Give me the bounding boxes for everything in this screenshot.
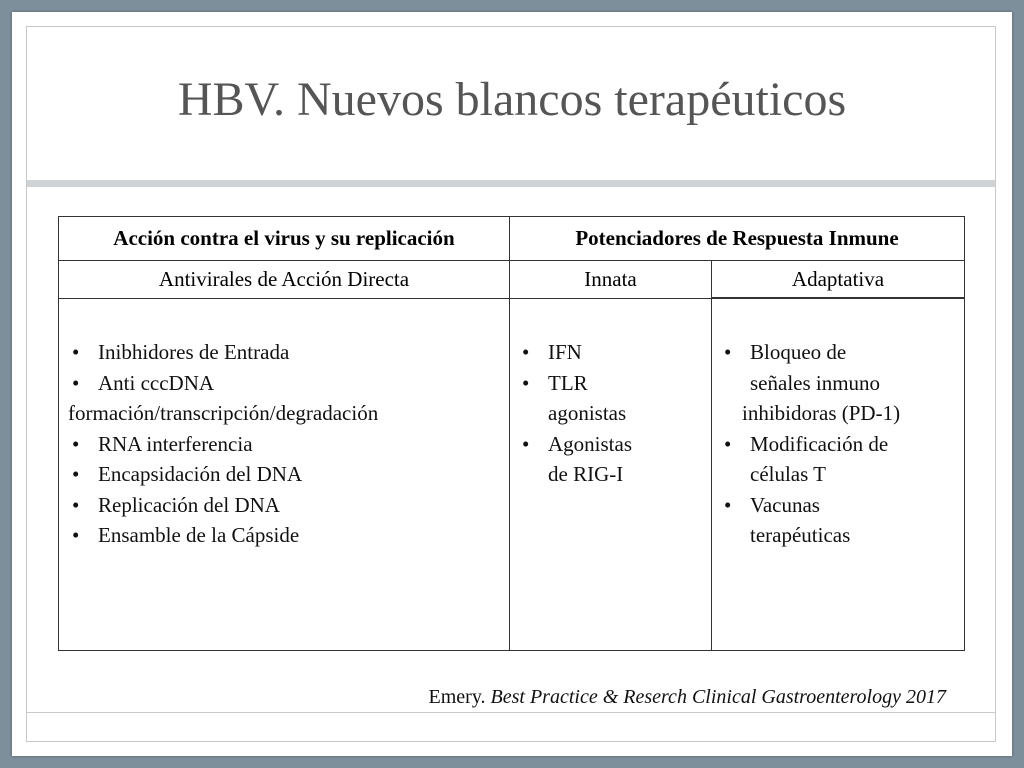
- list-item-text: células T: [750, 462, 827, 486]
- bullet-marker: •: [72, 523, 80, 547]
- title-divider: [27, 180, 995, 187]
- list-item-text: Inibhidores de Entrada: [98, 340, 290, 364]
- list-item: [518, 337, 708, 368]
- list-item-text: terapéuticas: [750, 523, 851, 547]
- list-item-text: Bloqueo de: [750, 340, 847, 364]
- header-immune-enhancers: Potenciadores de Respuesta Inmune: [509, 216, 965, 261]
- list-item-text: Modificación de: [750, 431, 889, 456]
- list-item-text: Replicación del DNA: [98, 492, 280, 517]
- list-item: [518, 429, 708, 490]
- list-item: [68, 368, 508, 399]
- bullet-marker: •: [72, 492, 80, 517]
- list-item: [720, 490, 960, 551]
- citation-author: Emery.: [428, 686, 486, 708]
- footer-divider: [27, 712, 995, 713]
- bullet-marker: •: [522, 431, 530, 456]
- citation: [429, 686, 946, 709]
- list-item-text: Agonistas: [548, 431, 632, 456]
- bullet-marker: •: [522, 370, 530, 395]
- bullet-marker: •: [724, 492, 732, 517]
- subheader-direct-antivirals: Antivirales de Acción Directa: [58, 260, 510, 299]
- innate-targets-list: [518, 337, 708, 490]
- list-item-text: Ensamble de la Cápside: [98, 523, 300, 547]
- list-item: [68, 429, 508, 460]
- list-item-text: Vacunas: [750, 492, 820, 517]
- header-antiviral-action: Acción contra el virus y su replicación: [58, 216, 510, 261]
- list-item: [518, 368, 708, 429]
- adaptive-targets-list: [720, 337, 960, 551]
- list-item-text: inhibidoras (PD-1): [742, 401, 901, 425]
- list-item: [68, 490, 508, 521]
- list-item: [720, 337, 960, 429]
- list-item-text: señales inmuno: [750, 370, 881, 395]
- list-item-text: Anti cccDNA: [98, 370, 215, 395]
- subheader-innate: Innata: [509, 260, 712, 299]
- list-item: [68, 337, 508, 368]
- antiviral-targets-list: [68, 337, 508, 551]
- list-item-continuation: [68, 398, 508, 429]
- list-item-text: RNA interferencia: [98, 431, 253, 456]
- bullet-marker: •: [724, 340, 732, 364]
- list-item-text: de RIG-I: [548, 462, 624, 486]
- list-item-text: IFN: [548, 340, 582, 364]
- bullet-marker: •: [522, 340, 530, 364]
- list-item: [68, 459, 508, 490]
- bullet-marker: •: [72, 370, 80, 395]
- list-item-text: formación/transcripción/degradación: [68, 401, 379, 425]
- list-item: [68, 520, 508, 551]
- bullet-marker: •: [72, 340, 80, 364]
- list-item-text: agonistas: [548, 401, 627, 425]
- list-item-text: Encapsidación del DNA: [98, 462, 303, 486]
- citation-journal: Best Practice & Reserch Clinical Gastroenterology 2017: [490, 686, 946, 708]
- bullet-marker: •: [72, 462, 80, 486]
- bullet-marker: •: [724, 431, 732, 456]
- slide-title: HBV. Nuevos blancos terapéuticos: [177, 73, 847, 126]
- list-item-text: TLR: [548, 370, 588, 395]
- bullet-marker: •: [72, 431, 80, 456]
- subheader-adaptive: Adaptativa: [711, 260, 965, 299]
- list-item: [720, 429, 960, 490]
